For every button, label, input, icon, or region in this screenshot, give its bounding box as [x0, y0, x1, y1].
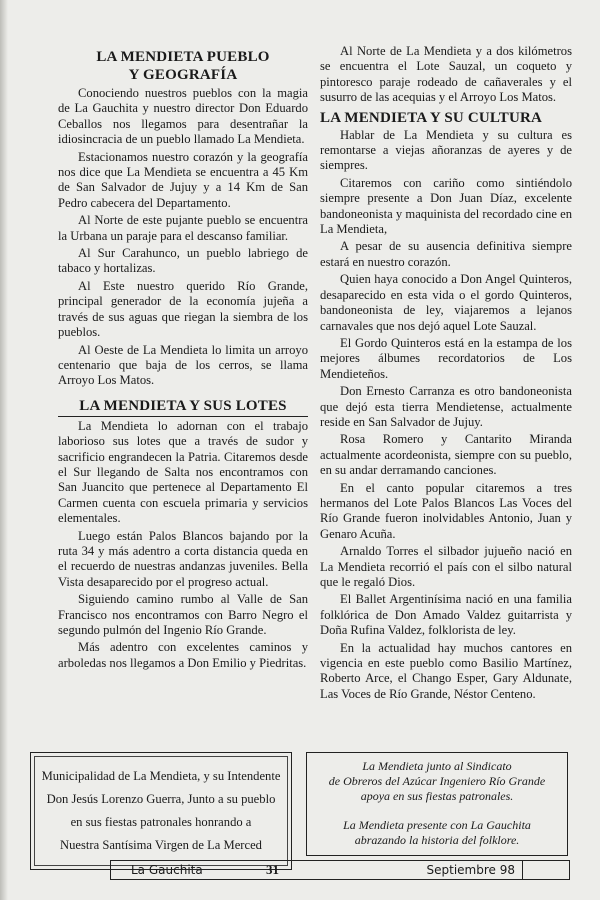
paragraph: Al Oeste de La Mendieta lo limita un arroyo centenario que baja de los cerros, se llama Arroyo Los Matos. [58, 342, 308, 388]
article-title-line1: LA MENDIETA PUEBLO [96, 49, 270, 65]
paragraph: Al Este nuestro querido Río Grande, principal generador de la economía jujeña a través de sus aguas que riegan la siembra de los pueblos. [58, 278, 308, 340]
union-ad-box [306, 752, 568, 856]
paragraph: Estacionamos nuestro corazón y la geografía nos dice que La Mendieta se encuentra a 45 Km de San Salvador de Jujuy y a 14 Km de San Pedro cabecera del Departamento. [58, 149, 308, 210]
right-column [320, 44, 572, 704]
paragraph: Conociendo nuestros pueblos con la magia de La Gauchita y nuestro director Don Eduardo Ceballos nos llegamos para desentrañar la idiosincracia de un pueblo llamado La Mendieta. [58, 86, 308, 147]
ad-line: de Obreros del Azúcar Ingeniero Río Grande [328, 774, 546, 788]
ad-line: Municipalidad de La Mendieta, y su Intendente [41, 769, 281, 783]
ad-line: en sus fiestas patronales honrando a [70, 815, 252, 829]
page-footer [110, 860, 570, 880]
ad-line: abrazando la historia del folklore. [354, 833, 520, 847]
paragraph: Arnaldo Torres el silbador jujueño nació en La Mendieta recorrió el país con el silbo natural que le regaló Dios. [320, 544, 572, 589]
left-column [58, 48, 308, 673]
paragraph: En la actualidad hay muchos cantores en vigencia en este pueblo como Basilio Martínez, Roberto Arce, el Chango Esper, Gary Aldunate, Las Voces de Río Grande, Néstor Centeno. [320, 640, 572, 701]
paragraph: La Mendieta lo adornan con el trabajo laborioso sus lotes que a través de sudor y sacrificio engrandecen la Patria. Citaremos desde el Sur llegando de Salta nos encontramos con San Juancito que pertenece al Departamento El Carmen cuenta con escuela primaria y servicios elementales. [58, 418, 308, 526]
paragraph: A pesar de su ausencia definitiva siempre estará en nuestro corazón. [320, 239, 572, 269]
article-title [58, 48, 308, 84]
paragraph: El Ballet Argentinísima nació en una familia folklórica de Don Amado Valdez guitarrista y Doña Rufina Valdez, folklorista de ley. [320, 592, 572, 638]
ad-line: La Mendieta presente con La Gauchita [343, 818, 531, 832]
ad-line: Nuestra Santísima Virgen de La Merced [60, 838, 262, 852]
paragraph: El Gordo Quinteros está en la estampa de los mejores álbumes recordatorios de Los Mendieteños. [320, 335, 572, 381]
ad-line: Don Jesús Lorenzo Guerra, Junto a su pueblo [46, 792, 276, 806]
paragraph: Siguiendo camino rumbo al Valle de San Francisco nos encontramos con Barro Negro el segundo pulmón del Ingenio Río Grande. [58, 592, 308, 637]
ad-line: La Mendieta junto al Sindicato [362, 759, 512, 773]
ad-line: apoya en sus fiestas patronales. [360, 789, 514, 803]
paragraph: Don Ernesto Carranza es otro bandoneonista que dejó esta tierra Mendietense, actualmente reside en San Salvador de Jujuy. [320, 384, 572, 429]
section-title-lotes: LA MENDIETA Y SUS LOTES [58, 397, 308, 417]
paragraph: Al Norte de este pujante pueblo se encuentra la Urbana un paraje para el descanso familiar. [58, 213, 308, 243]
page-binding-shadow [0, 0, 8, 900]
paragraph: Quien haya conocido a Don Angel Quinteros, desaparecido en esta vida o el gordo Quinteros, bandoneonista de ley, viajaremos a lejanos carnavales que nos dejó aquel Lote Sauzal. [320, 272, 572, 333]
paragraph: Hablar de La Mendieta y su cultura es remontarse a viejas añoranzas de ayeres y de siempres. [320, 127, 572, 173]
section-title-cultura: LA MENDIETA Y SU CULTURA [320, 109, 543, 126]
paragraph: Al Norte de La Mendieta y a dos kilómetros se encuentra el Lote Sauzal, un coqueto y pintoresco paraje rodeado de cañaverales y el susurro de las acequias y el Arroyo Los Matos. [320, 44, 572, 105]
issue-date: Septiembre 98 [426, 863, 515, 877]
paragraph: Rosa Romero y Cantarito Miranda actualmente acordeonista, siempre con su pueblo, en su andar derramando canciones. [320, 432, 572, 478]
ad-box-inner-frame [34, 756, 288, 866]
spacer [311, 804, 563, 818]
paragraph: Al Sur Carahunco, un pueblo labriego de tabaco y hortalizas. [58, 246, 308, 276]
paragraph: Citaremos con cariño como sintiéndolo siempre presente a Don Juan Díaz, excelente bandoneonista y maquinista del recordado cine en La Mendieta, [320, 175, 572, 237]
municipality-ad-box [30, 752, 292, 870]
footer-divider [522, 861, 523, 879]
paragraph: Más adentro con excelentes caminos y arboledas nos llegamos a Don Emilio y Piedritas. [58, 640, 308, 670]
paragraph: En el canto popular citaremos a tres hermanos del Lote Palos Blancos Las Voces del Río Grande fueron inolvidables Antonio, Juan y Genaro Acuña. [320, 480, 572, 541]
magazine-name: La Gauchita [131, 863, 203, 877]
page-number: 31 [266, 862, 279, 877]
paragraph: Luego están Palos Blancos bajando por la ruta 34 y más adentro a corta distancia queda en el recuerdo de nuestras andanzas juveniles. Bella Vista desaparecido por el progreso actual. [58, 528, 308, 589]
article-title-line2: Y GEOGRAFÍA [128, 67, 238, 83]
